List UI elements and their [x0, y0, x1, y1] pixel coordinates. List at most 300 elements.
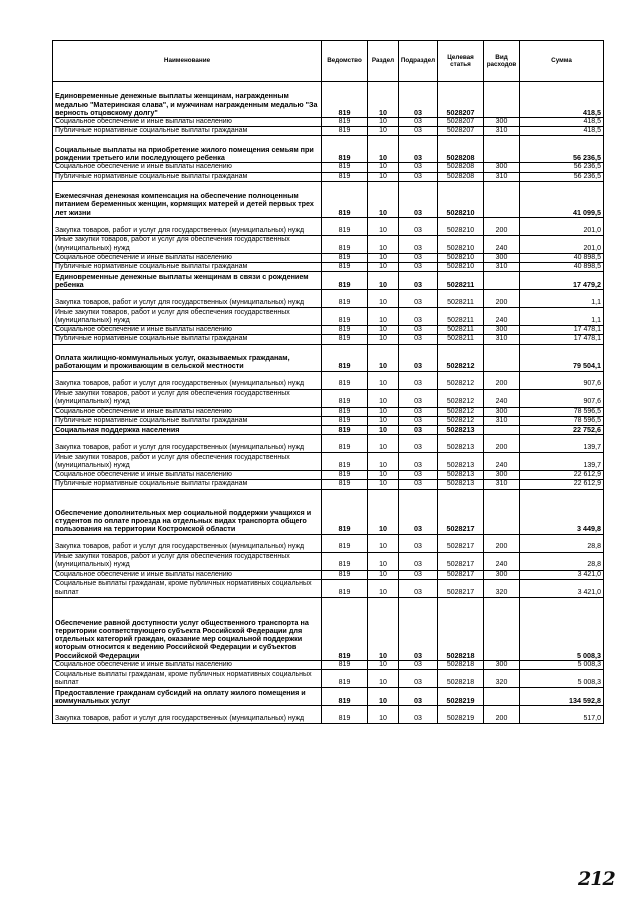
cell-name: Иные закупки товаров, работ и услуг для обеспечения государственных (муниципальных) нужд — [53, 552, 322, 570]
table-row — [53, 82, 604, 118]
cell-sum: 56 236,5 — [520, 163, 604, 172]
cell-sum: 5 008,3 — [520, 670, 604, 688]
cell-sum: 517,0 — [520, 706, 604, 724]
table-row — [53, 552, 604, 570]
cell-vedomstvo: 819 — [322, 389, 368, 407]
cell-vedomstvo: 819 — [322, 272, 368, 290]
cell-sum: 56 236,5 — [520, 136, 604, 163]
table-row — [53, 489, 604, 534]
cell-podrazdel: 03 — [399, 344, 438, 371]
cell-podrazdel: 03 — [399, 118, 438, 127]
cell-expense-type: 310 — [484, 335, 520, 344]
cell-vedomstvo: 819 — [322, 290, 368, 308]
cell-name: Предоставление гражданам субсидий на оплату жилого помещения и коммунальных услуг — [53, 688, 322, 706]
cell-vedomstvo: 819 — [322, 453, 368, 471]
table-row — [53, 217, 604, 235]
cell-expense-type — [484, 688, 520, 706]
cell-name: Закупка товаров, работ и услуг для государственных (муниципальных) нужд — [53, 290, 322, 308]
cell-vedomstvo: 819 — [322, 163, 368, 172]
cell-vedomstvo: 819 — [322, 426, 368, 435]
cell-vedomstvo: 819 — [322, 253, 368, 262]
cell-podrazdel: 03 — [399, 435, 438, 453]
cell-sum: 418,5 — [520, 82, 604, 118]
cell-name: Оплата жилищно-коммунальных услуг, оказываемых гражданам, работающим и проживающим в сельской местности — [53, 344, 322, 371]
cell-name: Иные закупки товаров, работ и услуг для обеспечения государственных (муниципальных) нужд — [53, 235, 322, 253]
table-row — [53, 253, 604, 262]
table-row — [53, 435, 604, 453]
table-row — [53, 326, 604, 335]
cell-target-article: 5028212 — [438, 371, 484, 389]
cell-podrazdel: 03 — [399, 290, 438, 308]
cell-target-article: 5028212 — [438, 389, 484, 407]
header-razdel: Раздел — [368, 41, 399, 82]
cell-podrazdel: 03 — [399, 235, 438, 253]
cell-sum: 79 504,1 — [520, 344, 604, 371]
cell-name: Ежемесячная денежная компенсация на обеспечение полноценным питанием беременных женщин, кормящих матерей и детей первых трех лет жизни — [53, 181, 322, 217]
cell-target-article: 5028213 — [438, 435, 484, 453]
table-row — [53, 136, 604, 163]
table-row — [53, 371, 604, 389]
cell-razdel: 10 — [368, 389, 399, 407]
header-sum: Сумма — [520, 41, 604, 82]
table-row — [53, 688, 604, 706]
cell-sum: 418,5 — [520, 118, 604, 127]
cell-podrazdel: 03 — [399, 136, 438, 163]
table-row — [53, 308, 604, 326]
cell-razdel: 10 — [368, 706, 399, 724]
cell-target-article: 5028218 — [438, 670, 484, 688]
cell-expense-type: 300 — [484, 326, 520, 335]
cell-target-article: 5028210 — [438, 181, 484, 217]
cell-name: Публичные нормативные социальные выплаты гражданам — [53, 335, 322, 344]
cell-razdel: 10 — [368, 163, 399, 172]
cell-vedomstvo: 819 — [322, 136, 368, 163]
cell-name: Социальные выплаты гражданам, кроме публичных нормативных социальных выплат — [53, 579, 322, 597]
cell-expense-type: 320 — [484, 579, 520, 597]
cell-expense-type: 300 — [484, 163, 520, 172]
cell-vedomstvo: 819 — [322, 172, 368, 181]
cell-target-article: 5028217 — [438, 579, 484, 597]
cell-vedomstvo: 819 — [322, 118, 368, 127]
cell-expense-type: 240 — [484, 308, 520, 326]
cell-sum: 17 478,1 — [520, 326, 604, 335]
cell-podrazdel: 03 — [399, 416, 438, 425]
cell-razdel: 10 — [368, 489, 399, 534]
table-row — [53, 290, 604, 308]
cell-name: Социальное обеспечение и иные выплаты населению — [53, 407, 322, 416]
cell-expense-type: 240 — [484, 389, 520, 407]
cell-vedomstvo: 819 — [322, 670, 368, 688]
table-row — [53, 480, 604, 489]
table-row — [53, 172, 604, 181]
cell-sum: 134 592,8 — [520, 688, 604, 706]
table-row — [53, 453, 604, 471]
cell-sum: 22 612,9 — [520, 480, 604, 489]
cell-name: Закупка товаров, работ и услуг для государственных (муниципальных) нужд — [53, 371, 322, 389]
cell-target-article: 5028210 — [438, 235, 484, 253]
budget-table — [52, 40, 604, 724]
cell-expense-type — [484, 82, 520, 118]
cell-vedomstvo: 819 — [322, 552, 368, 570]
cell-razdel: 10 — [368, 407, 399, 416]
cell-razdel: 10 — [368, 597, 399, 660]
cell-target-article: 5028208 — [438, 172, 484, 181]
cell-target-article: 5028211 — [438, 272, 484, 290]
cell-name: Иные закупки товаров, работ и услуг для обеспечения государственных (муниципальных) нужд — [53, 308, 322, 326]
cell-podrazdel: 03 — [399, 371, 438, 389]
cell-vedomstvo: 819 — [322, 660, 368, 669]
cell-name: Обеспечение равной доступности услуг общественного транспорта на территории соответствующего субъекта Российской Федерации для отдельных категорий граждан, оказание мер социальной поддержки которым относится к ведению Российской Федерации и субъектов Российской Федерации — [53, 597, 322, 660]
cell-name: Социальное обеспечение и иные выплаты населению — [53, 471, 322, 480]
cell-sum: 28,8 — [520, 534, 604, 552]
cell-podrazdel: 03 — [399, 670, 438, 688]
table-row — [53, 163, 604, 172]
cell-podrazdel: 03 — [399, 660, 438, 669]
cell-podrazdel: 03 — [399, 217, 438, 235]
cell-razdel: 10 — [368, 82, 399, 118]
cell-vedomstvo: 819 — [322, 217, 368, 235]
cell-name: Социальное обеспечение и иные выплаты населению — [53, 570, 322, 579]
cell-razdel: 10 — [368, 235, 399, 253]
cell-target-article: 5028212 — [438, 344, 484, 371]
cell-name: Иные закупки товаров, работ и услуг для обеспечения государственных (муниципальных) нужд — [53, 389, 322, 407]
cell-name: Закупка товаров, работ и услуг для государственных (муниципальных) нужд — [53, 435, 322, 453]
cell-name: Социальные выплаты на приобретение жилого помещения семьям при рождении третьего или последующего ребенка — [53, 136, 322, 163]
cell-razdel: 10 — [368, 344, 399, 371]
cell-name: Социальное обеспечение и иные выплаты населению — [53, 326, 322, 335]
cell-vedomstvo: 819 — [322, 127, 368, 136]
cell-vedomstvo: 819 — [322, 326, 368, 335]
cell-sum: 1,1 — [520, 308, 604, 326]
cell-target-article: 5028217 — [438, 489, 484, 534]
cell-target-article: 5028210 — [438, 217, 484, 235]
cell-expense-type: 310 — [484, 127, 520, 136]
cell-expense-type: 310 — [484, 416, 520, 425]
cell-expense-type — [484, 426, 520, 435]
cell-target-article: 5028213 — [438, 471, 484, 480]
table-row — [53, 660, 604, 669]
cell-expense-type: 300 — [484, 570, 520, 579]
cell-sum: 1,1 — [520, 290, 604, 308]
cell-podrazdel: 03 — [399, 570, 438, 579]
cell-razdel: 10 — [368, 272, 399, 290]
cell-sum: 78 596,5 — [520, 416, 604, 425]
cell-target-article: 5028213 — [438, 480, 484, 489]
cell-razdel: 10 — [368, 552, 399, 570]
cell-name: Закупка товаров, работ и услуг для государственных (муниципальных) нужд — [53, 217, 322, 235]
cell-name: Иные закупки товаров, работ и услуг для обеспечения государственных (муниципальных) нужд — [53, 453, 322, 471]
cell-sum: 3 449,8 — [520, 489, 604, 534]
cell-podrazdel: 03 — [399, 688, 438, 706]
table-row — [53, 235, 604, 253]
table-body — [53, 82, 604, 724]
cell-sum: 907,6 — [520, 371, 604, 389]
cell-sum: 5 008,3 — [520, 597, 604, 660]
cell-sum: 17 479,2 — [520, 272, 604, 290]
cell-name: Обеспечение дополнительных мер социальной поддержки учащихся и студентов по оплате проезда на отдельных видах транспорта общего пользования на территории Костромской области — [53, 489, 322, 534]
cell-podrazdel: 03 — [399, 163, 438, 172]
cell-expense-type: 200 — [484, 534, 520, 552]
cell-name: Единовременные денежные выплаты женщинам в связи с рождением ребенка — [53, 272, 322, 290]
cell-razdel: 10 — [368, 471, 399, 480]
cell-podrazdel: 03 — [399, 453, 438, 471]
cell-razdel: 10 — [368, 263, 399, 272]
cell-target-article: 5028219 — [438, 706, 484, 724]
cell-sum: 40 898,5 — [520, 253, 604, 262]
cell-vedomstvo: 819 — [322, 570, 368, 579]
cell-expense-type: 200 — [484, 706, 520, 724]
table-row — [53, 118, 604, 127]
cell-vedomstvo: 819 — [322, 263, 368, 272]
cell-expense-type — [484, 181, 520, 217]
table-row — [53, 344, 604, 371]
cell-expense-type: 320 — [484, 670, 520, 688]
cell-podrazdel: 03 — [399, 579, 438, 597]
table-row — [53, 534, 604, 552]
table-row — [53, 471, 604, 480]
table-row — [53, 570, 604, 579]
cell-podrazdel: 03 — [399, 172, 438, 181]
cell-name: Публичные нормативные социальные выплаты гражданам — [53, 127, 322, 136]
cell-podrazdel: 03 — [399, 263, 438, 272]
cell-razdel: 10 — [368, 688, 399, 706]
cell-podrazdel: 03 — [399, 181, 438, 217]
cell-expense-type — [484, 344, 520, 371]
cell-razdel: 10 — [368, 217, 399, 235]
cell-sum: 139,7 — [520, 435, 604, 453]
cell-sum: 28,8 — [520, 552, 604, 570]
cell-razdel: 10 — [368, 371, 399, 389]
cell-target-article: 5028217 — [438, 534, 484, 552]
cell-podrazdel: 03 — [399, 706, 438, 724]
cell-razdel: 10 — [368, 435, 399, 453]
cell-target-article: 5028211 — [438, 326, 484, 335]
cell-name: Социальная поддержка населения — [53, 426, 322, 435]
cell-razdel: 10 — [368, 426, 399, 435]
cell-vedomstvo: 819 — [322, 235, 368, 253]
cell-razdel: 10 — [368, 308, 399, 326]
cell-razdel: 10 — [368, 136, 399, 163]
cell-podrazdel: 03 — [399, 82, 438, 118]
cell-target-article: 5028212 — [438, 416, 484, 425]
header-target-article: Целевая статья — [438, 41, 484, 82]
cell-name: Социальное обеспечение и иные выплаты населению — [53, 118, 322, 127]
cell-podrazdel: 03 — [399, 389, 438, 407]
cell-name: Публичные нормативные социальные выплаты гражданам — [53, 172, 322, 181]
table-row — [53, 426, 604, 435]
cell-expense-type: 200 — [484, 290, 520, 308]
cell-target-article: 5028208 — [438, 163, 484, 172]
cell-vedomstvo: 819 — [322, 480, 368, 489]
cell-sum: 3 421,0 — [520, 570, 604, 579]
cell-podrazdel: 03 — [399, 127, 438, 136]
cell-target-article: 5028217 — [438, 570, 484, 579]
cell-name: Социальное обеспечение и иные выплаты населению — [53, 253, 322, 262]
cell-podrazdel: 03 — [399, 407, 438, 416]
cell-vedomstvo: 819 — [322, 82, 368, 118]
header-row — [53, 41, 604, 82]
cell-name: Социальные выплаты гражданам, кроме публичных нормативных социальных выплат — [53, 670, 322, 688]
cell-expense-type: 240 — [484, 453, 520, 471]
cell-expense-type: 310 — [484, 480, 520, 489]
cell-target-article: 5028211 — [438, 335, 484, 344]
cell-name: Публичные нормативные социальные выплаты гражданам — [53, 263, 322, 272]
cell-target-article: 5028207 — [438, 127, 484, 136]
cell-vedomstvo: 819 — [322, 371, 368, 389]
cell-podrazdel: 03 — [399, 480, 438, 489]
cell-sum: 5 008,3 — [520, 660, 604, 669]
header-vedomstvo: Ведомство — [322, 41, 368, 82]
cell-podrazdel: 03 — [399, 426, 438, 435]
cell-podrazdel: 03 — [399, 253, 438, 262]
cell-sum: 3 421,0 — [520, 579, 604, 597]
cell-expense-type — [484, 136, 520, 163]
cell-expense-type — [484, 489, 520, 534]
cell-razdel: 10 — [368, 335, 399, 344]
table-row — [53, 597, 604, 660]
cell-expense-type: 300 — [484, 407, 520, 416]
cell-razdel: 10 — [368, 570, 399, 579]
cell-target-article: 5028211 — [438, 308, 484, 326]
cell-name: Социальное обеспечение и иные выплаты населению — [53, 660, 322, 669]
header-expense-type: Вид расходов — [484, 41, 520, 82]
table-row — [53, 263, 604, 272]
table-row — [53, 706, 604, 724]
cell-target-article: 5028213 — [438, 426, 484, 435]
cell-expense-type: 200 — [484, 217, 520, 235]
table-row — [53, 389, 604, 407]
header-name: Наименование — [53, 41, 322, 82]
cell-razdel: 10 — [368, 453, 399, 471]
cell-razdel: 10 — [368, 416, 399, 425]
cell-sum: 56 236,5 — [520, 172, 604, 181]
cell-sum: 139,7 — [520, 453, 604, 471]
cell-expense-type: 300 — [484, 253, 520, 262]
cell-target-article: 5028210 — [438, 263, 484, 272]
cell-sum: 201,0 — [520, 217, 604, 235]
cell-podrazdel: 03 — [399, 471, 438, 480]
cell-podrazdel: 03 — [399, 534, 438, 552]
cell-expense-type: 300 — [484, 118, 520, 127]
table-row — [53, 181, 604, 217]
cell-sum: 22 752,6 — [520, 426, 604, 435]
cell-sum: 41 099,5 — [520, 181, 604, 217]
cell-razdel: 10 — [368, 326, 399, 335]
cell-sum: 22 612,9 — [520, 471, 604, 480]
cell-expense-type — [484, 272, 520, 290]
cell-vedomstvo: 819 — [322, 335, 368, 344]
cell-name: Закупка товаров, работ и услуг для государственных (муниципальных) нужд — [53, 534, 322, 552]
cell-expense-type: 200 — [484, 435, 520, 453]
cell-target-article: 5028210 — [438, 253, 484, 262]
cell-vedomstvo: 819 — [322, 181, 368, 217]
cell-target-article: 5028219 — [438, 688, 484, 706]
cell-podrazdel: 03 — [399, 326, 438, 335]
cell-podrazdel: 03 — [399, 308, 438, 326]
cell-expense-type: 310 — [484, 172, 520, 181]
cell-vedomstvo: 819 — [322, 407, 368, 416]
cell-expense-type: 310 — [484, 263, 520, 272]
cell-vedomstvo: 819 — [322, 706, 368, 724]
cell-target-article: 5028218 — [438, 597, 484, 660]
cell-target-article: 5028207 — [438, 118, 484, 127]
cell-target-article: 5028212 — [438, 407, 484, 416]
cell-vedomstvo: 819 — [322, 435, 368, 453]
cell-podrazdel: 03 — [399, 335, 438, 344]
cell-podrazdel: 03 — [399, 552, 438, 570]
cell-razdel: 10 — [368, 181, 399, 217]
table-row — [53, 416, 604, 425]
cell-razdel: 10 — [368, 660, 399, 669]
budget-sheet — [52, 40, 603, 724]
table-row — [53, 272, 604, 290]
cell-target-article: 5028217 — [438, 552, 484, 570]
cell-name: Закупка товаров, работ и услуг для государственных (муниципальных) нужд — [53, 706, 322, 724]
cell-sum: 907,6 — [520, 389, 604, 407]
cell-razdel: 10 — [368, 579, 399, 597]
cell-name: Единовременные денежные выплаты женщинам, награжденным медалью "Материнская слава", и мужчинам награжденным медалью "За верность отцовскому долгу" — [53, 82, 322, 118]
cell-name: Публичные нормативные социальные выплаты гражданам — [53, 480, 322, 489]
cell-sum: 78 596,5 — [520, 407, 604, 416]
cell-vedomstvo: 819 — [322, 597, 368, 660]
cell-razdel: 10 — [368, 253, 399, 262]
cell-vedomstvo: 819 — [322, 416, 368, 425]
cell-name: Публичные нормативные социальные выплаты гражданам — [53, 416, 322, 425]
header-podrazdel: Подраздел — [399, 41, 438, 82]
cell-vedomstvo: 819 — [322, 489, 368, 534]
cell-vedomstvo: 819 — [322, 579, 368, 597]
cell-name: Социальное обеспечение и иные выплаты населению — [53, 163, 322, 172]
cell-razdel: 10 — [368, 480, 399, 489]
cell-target-article: 5028207 — [438, 82, 484, 118]
cell-vedomstvo: 819 — [322, 534, 368, 552]
cell-podrazdel: 03 — [399, 489, 438, 534]
cell-sum: 201,0 — [520, 235, 604, 253]
cell-razdel: 10 — [368, 172, 399, 181]
cell-sum: 418,5 — [520, 127, 604, 136]
cell-expense-type: 240 — [484, 552, 520, 570]
cell-vedomstvo: 819 — [322, 688, 368, 706]
cell-razdel: 10 — [368, 670, 399, 688]
cell-razdel: 10 — [368, 534, 399, 552]
cell-sum: 40 898,5 — [520, 263, 604, 272]
table-row — [53, 670, 604, 688]
table-row — [53, 335, 604, 344]
cell-razdel: 10 — [368, 127, 399, 136]
cell-razdel: 10 — [368, 290, 399, 308]
cell-expense-type: 300 — [484, 660, 520, 669]
cell-podrazdel: 03 — [399, 597, 438, 660]
cell-target-article: 5028211 — [438, 290, 484, 308]
cell-expense-type: 200 — [484, 371, 520, 389]
cell-sum: 17 478,1 — [520, 335, 604, 344]
cell-target-article: 5028213 — [438, 453, 484, 471]
cell-target-article: 5028208 — [438, 136, 484, 163]
cell-expense-type: 240 — [484, 235, 520, 253]
table-row — [53, 407, 604, 416]
cell-expense-type — [484, 597, 520, 660]
table-row — [53, 579, 604, 597]
cell-vedomstvo: 819 — [322, 471, 368, 480]
cell-expense-type: 300 — [484, 471, 520, 480]
table-row — [53, 127, 604, 136]
cell-target-article: 5028218 — [438, 660, 484, 669]
cell-podrazdel: 03 — [399, 272, 438, 290]
cell-vedomstvo: 819 — [322, 344, 368, 371]
page-number: 212 — [578, 868, 615, 890]
cell-vedomstvo: 819 — [322, 308, 368, 326]
cell-razdel: 10 — [368, 118, 399, 127]
